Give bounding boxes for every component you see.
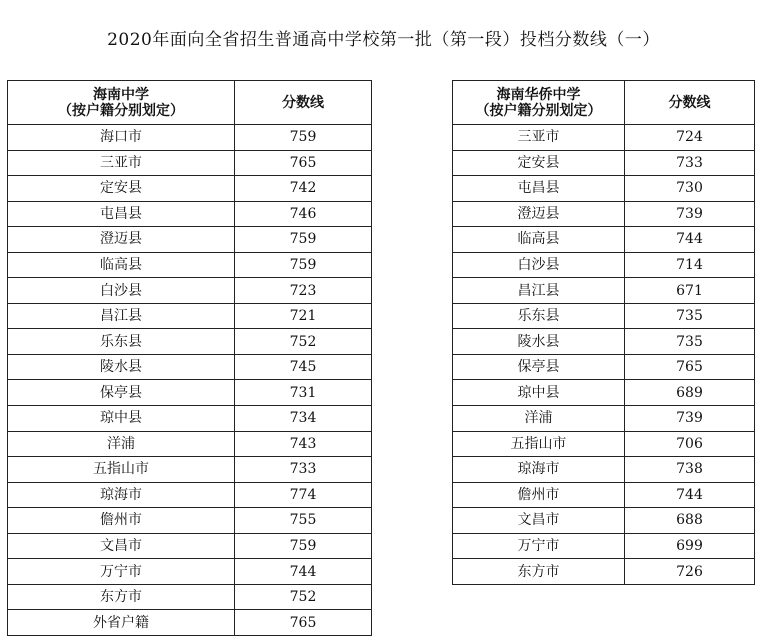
score-cell: 733 bbox=[625, 150, 755, 176]
huaqiao-score-table bbox=[452, 80, 755, 585]
region-cell: 屯昌县 bbox=[8, 201, 235, 227]
table-row bbox=[8, 252, 372, 278]
table-row bbox=[8, 431, 372, 457]
table-row bbox=[453, 125, 755, 151]
region-cell: 澄迈县 bbox=[8, 227, 235, 253]
score-header: 分数线 bbox=[235, 81, 372, 125]
region-cell: 定安县 bbox=[453, 150, 625, 176]
table-row bbox=[453, 482, 755, 508]
haikou-score-table bbox=[7, 80, 372, 636]
score-cell: 724 bbox=[625, 125, 755, 151]
table-row bbox=[8, 584, 372, 610]
score-cell: 739 bbox=[625, 201, 755, 227]
region-cell: 文昌市 bbox=[453, 508, 625, 534]
score-cell: 721 bbox=[235, 303, 372, 329]
region-cell: 儋州市 bbox=[453, 482, 625, 508]
school-note: （按户籍分别划定） bbox=[58, 102, 184, 119]
table-row bbox=[453, 278, 755, 304]
region-cell: 保亭县 bbox=[8, 380, 235, 406]
table-row bbox=[453, 329, 755, 355]
table-row bbox=[453, 533, 755, 559]
score-cell: 733 bbox=[235, 457, 372, 483]
region-cell: 洋浦 bbox=[453, 406, 625, 432]
table-row bbox=[453, 406, 755, 432]
score-cell: 731 bbox=[235, 380, 372, 406]
score-cell: 742 bbox=[235, 176, 372, 202]
score-header: 分数线 bbox=[625, 81, 755, 125]
table-row bbox=[8, 508, 372, 534]
table-row bbox=[8, 610, 372, 636]
table-row bbox=[8, 201, 372, 227]
table-row bbox=[8, 354, 372, 380]
region-cell: 东方市 bbox=[8, 584, 235, 610]
school-name: 海南华侨中学 bbox=[496, 86, 581, 103]
school-note: （按户籍分别划定） bbox=[475, 102, 602, 119]
region-cell: 外省户籍 bbox=[8, 610, 235, 636]
region-cell: 昌江县 bbox=[8, 303, 235, 329]
region-cell: 海口市 bbox=[8, 125, 235, 151]
region-cell: 澄迈县 bbox=[453, 201, 625, 227]
score-cell: 765 bbox=[235, 150, 372, 176]
table-row bbox=[453, 380, 755, 406]
score-cell: 765 bbox=[625, 354, 755, 380]
region-cell: 文昌市 bbox=[8, 533, 235, 559]
region-cell: 五指山市 bbox=[453, 431, 625, 457]
region-cell: 万宁市 bbox=[8, 559, 235, 585]
score-cell: 739 bbox=[625, 406, 755, 432]
table-row bbox=[8, 150, 372, 176]
table-body bbox=[453, 125, 755, 585]
table-row bbox=[8, 176, 372, 202]
region-cell: 白沙县 bbox=[8, 278, 235, 304]
table-row bbox=[8, 303, 372, 329]
table-row bbox=[453, 431, 755, 457]
score-cell: 765 bbox=[235, 610, 372, 636]
table-row bbox=[8, 457, 372, 483]
score-cell: 774 bbox=[235, 482, 372, 508]
score-cell: 752 bbox=[235, 329, 372, 355]
score-cell: 744 bbox=[235, 559, 372, 585]
score-cell: 706 bbox=[625, 431, 755, 457]
score-cell: 759 bbox=[235, 533, 372, 559]
region-cell: 陵水县 bbox=[8, 354, 235, 380]
region-cell: 定安县 bbox=[8, 176, 235, 202]
table-row bbox=[453, 559, 755, 585]
table-row bbox=[8, 406, 372, 432]
region-cell: 洋浦 bbox=[8, 431, 235, 457]
table-row bbox=[453, 457, 755, 483]
region-cell: 白沙县 bbox=[453, 252, 625, 278]
table-row bbox=[453, 303, 755, 329]
score-cell: 738 bbox=[625, 457, 755, 483]
school-header bbox=[453, 81, 625, 125]
table-row bbox=[8, 125, 372, 151]
score-cell: 755 bbox=[235, 508, 372, 534]
region-cell: 乐东县 bbox=[453, 303, 625, 329]
score-cell: 730 bbox=[625, 176, 755, 202]
score-cell: 752 bbox=[235, 584, 372, 610]
score-cell: 723 bbox=[235, 278, 372, 304]
table-body bbox=[8, 125, 372, 636]
table-row bbox=[453, 227, 755, 253]
region-cell: 陵水县 bbox=[453, 329, 625, 355]
score-cell: 743 bbox=[235, 431, 372, 457]
table-row bbox=[453, 354, 755, 380]
table-row bbox=[8, 329, 372, 355]
table-row bbox=[453, 508, 755, 534]
table-row bbox=[453, 150, 755, 176]
table-row bbox=[453, 252, 755, 278]
score-cell: 699 bbox=[625, 533, 755, 559]
score-cell: 745 bbox=[235, 354, 372, 380]
table-row bbox=[8, 482, 372, 508]
score-cell: 714 bbox=[625, 252, 755, 278]
region-cell: 东方市 bbox=[453, 559, 625, 585]
score-cell: 744 bbox=[625, 227, 755, 253]
region-cell: 三亚市 bbox=[453, 125, 625, 151]
score-cell: 735 bbox=[625, 329, 755, 355]
score-cell: 726 bbox=[625, 559, 755, 585]
score-cell: 759 bbox=[235, 252, 372, 278]
table-row bbox=[8, 559, 372, 585]
region-cell: 琼海市 bbox=[453, 457, 625, 483]
region-cell: 儋州市 bbox=[8, 508, 235, 534]
score-cell: 744 bbox=[625, 482, 755, 508]
score-cell: 671 bbox=[625, 278, 755, 304]
table-header-row bbox=[453, 81, 755, 125]
score-cell: 689 bbox=[625, 380, 755, 406]
region-cell: 五指山市 bbox=[8, 457, 235, 483]
region-cell: 琼中县 bbox=[8, 406, 235, 432]
score-cell: 735 bbox=[625, 303, 755, 329]
school-header bbox=[8, 81, 235, 125]
score-cell: 746 bbox=[235, 201, 372, 227]
region-cell: 临高县 bbox=[8, 252, 235, 278]
table-row bbox=[453, 176, 755, 202]
score-cell: 759 bbox=[235, 227, 372, 253]
score-cell: 759 bbox=[235, 125, 372, 151]
region-cell: 琼海市 bbox=[8, 482, 235, 508]
school-name: 海南中学 bbox=[93, 86, 149, 103]
region-cell: 临高县 bbox=[453, 227, 625, 253]
region-cell: 昌江县 bbox=[453, 278, 625, 304]
table-row bbox=[453, 201, 755, 227]
region-cell: 琼中县 bbox=[453, 380, 625, 406]
region-cell: 保亭县 bbox=[453, 354, 625, 380]
page-title: 2020年面向全省招生普通高中学校第一批（第一段）投档分数线（一） bbox=[107, 30, 660, 50]
region-cell: 三亚市 bbox=[8, 150, 235, 176]
region-cell: 屯昌县 bbox=[453, 176, 625, 202]
table-header-row bbox=[8, 81, 372, 125]
table-row bbox=[8, 278, 372, 304]
score-cell: 688 bbox=[625, 508, 755, 534]
region-cell: 万宁市 bbox=[453, 533, 625, 559]
table-row bbox=[8, 533, 372, 559]
table-row bbox=[8, 380, 372, 406]
region-cell: 乐东县 bbox=[8, 329, 235, 355]
score-cell: 734 bbox=[235, 406, 372, 432]
table-row bbox=[8, 227, 372, 253]
